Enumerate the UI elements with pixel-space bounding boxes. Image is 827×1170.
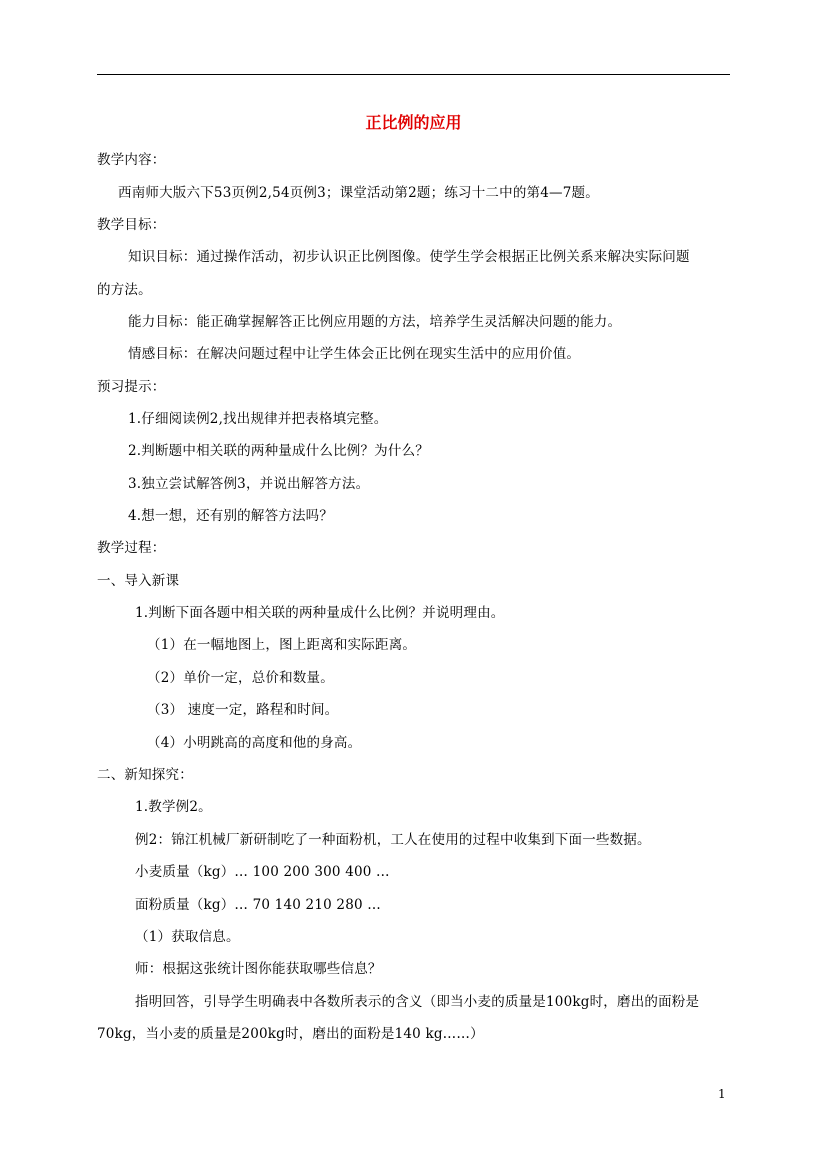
list-item: （2）单价一定，总价和数量。 — [147, 670, 334, 686]
data-row-flour: 面粉质量（kg）… 70 140 210 280 … — [135, 897, 381, 913]
section-heading-content: 教学内容： — [97, 152, 166, 168]
paragraph: 知识目标：通过操作活动，初步认识正比例图像。使学生学会根据正比例关系来解决实际问题 — [128, 249, 690, 265]
paragraph: 1.判断下面各题中相关联的两种量成什么比例？并说明理由。 — [135, 605, 505, 621]
section-heading-process: 教学过程： — [97, 540, 166, 556]
paragraph: 能力目标：能正确掌握解答正比例应用题的方法，培养学生灵活解决问题的能力。 — [128, 314, 622, 330]
paragraph: 70kg，当小麦的质量是200kg时，磨出的面粉是140 kg……） — [97, 1026, 484, 1042]
paragraph: 例2：锦江机械厂新研制吃了一种面粉机，工人在使用的过程中收集到下面一些数据。 — [135, 832, 651, 848]
paragraph: 1.教学例2。 — [135, 799, 212, 815]
section-heading-explore: 二、新知探究： — [97, 767, 193, 783]
paragraph: （1）获取信息。 — [135, 929, 240, 945]
paragraph: 情感目标：在解决问题过程中让学生体会正比例在现实生活中的应用价值。 — [128, 346, 581, 362]
page-number: 1 — [718, 1087, 726, 1101]
header-rule — [97, 74, 730, 75]
list-item: 4.想一想，还有别的解答方法吗？ — [128, 508, 334, 524]
section-heading-intro: 一、导入新课 — [97, 573, 180, 589]
paragraph: 的方法。 — [97, 282, 152, 298]
section-heading-preview: 预习提示： — [97, 379, 166, 395]
list-item: （1）在一幅地图上，图上距离和实际距离。 — [147, 637, 417, 653]
list-item: （3） 速度一定，路程和时间。 — [147, 702, 339, 718]
paragraph: 西南师大版六下53页例2,54页例3；课堂活动第2题；练习十二中的第4—7题。 — [118, 185, 599, 201]
list-item: （4）小明跳高的高度和他的身高。 — [147, 735, 362, 751]
paragraph: 指明回答，引导学生明确表中各数所表示的含义（即当小麦的质量是100kg时，磨出的面粉是 — [135, 994, 700, 1010]
paragraph: 师：根据这张统计图你能获取哪些信息？ — [135, 961, 382, 977]
list-item: 1.仔细阅读例2,找出规律并把表格填完整。 — [128, 411, 388, 427]
section-heading-objectives: 教学目标： — [97, 217, 166, 233]
list-item: 3.独立尝试解答例3，并说出解答方法。 — [128, 476, 370, 492]
list-item: 2.判断题中相关联的两种量成什么比例？为什么？ — [128, 443, 429, 459]
data-row-wheat: 小麦质量（kg）… 100 200 300 400 … — [135, 864, 390, 880]
page-title: 正比例的应用 — [365, 113, 462, 132]
